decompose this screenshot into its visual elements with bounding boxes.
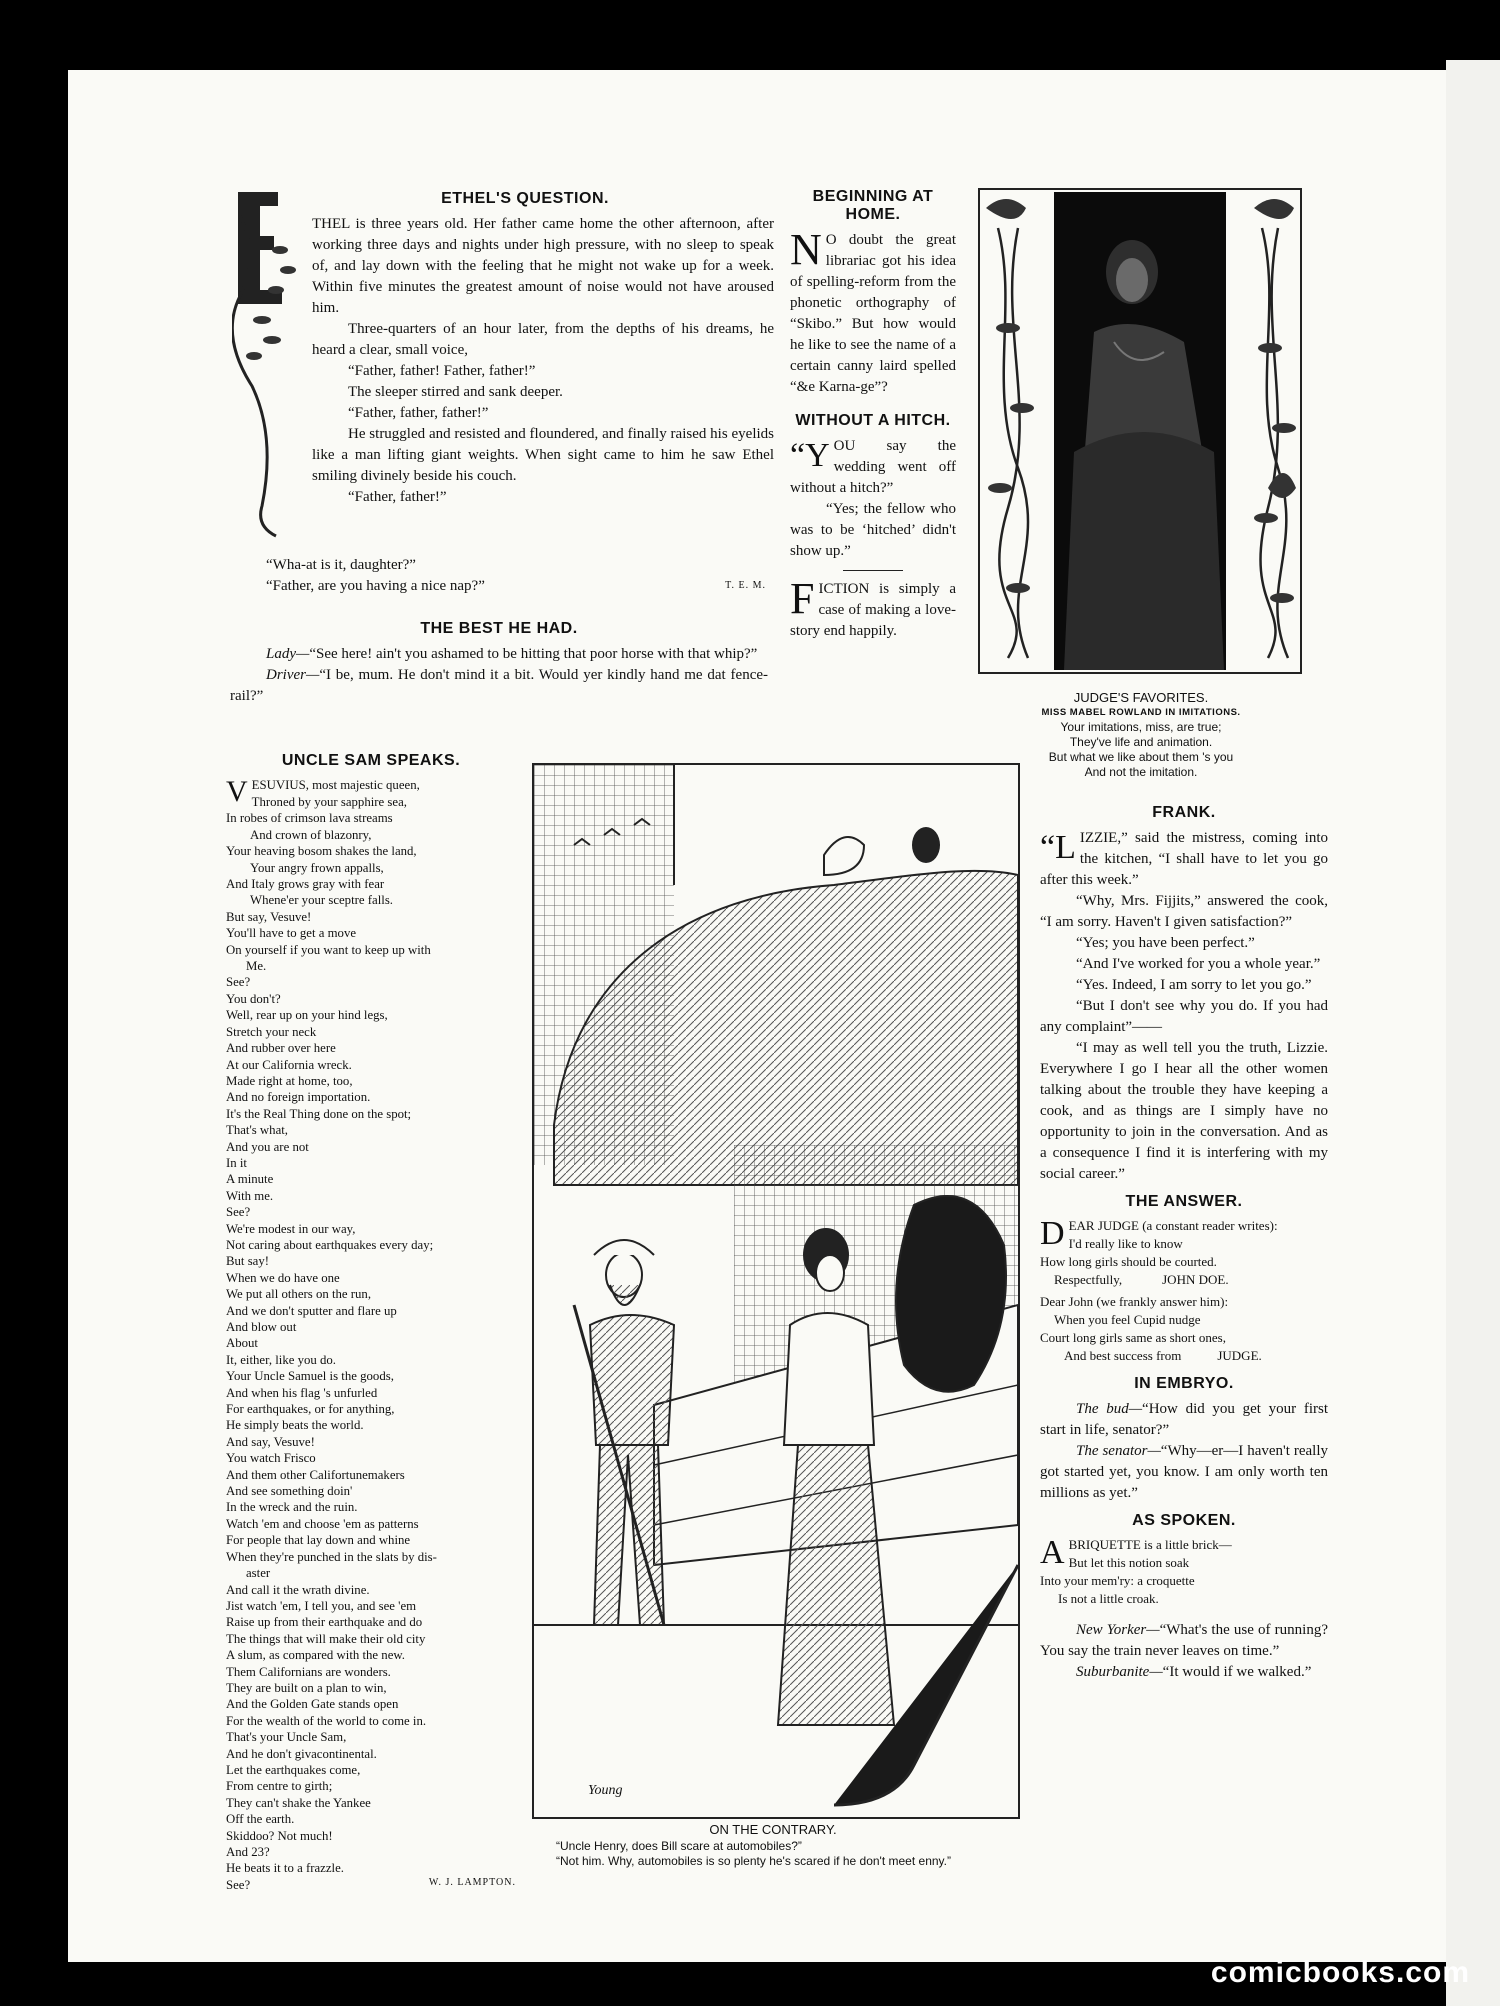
answer-line-6: When you feel Cupid nudge <box>1054 1312 1201 1327</box>
spoken-line-2: But let this notion soak <box>1068 1555 1190 1570</box>
lady-speaker: Lady— <box>266 646 310 662</box>
divider-rule <box>843 570 903 571</box>
poem-line: When they're punched in the slats by dis- <box>226 1549 437 1564</box>
poem-line: And call it the wrath divine. <box>226 1582 370 1597</box>
hitch-text: OU say the wedding went off without a hitch?” <box>790 438 956 496</box>
poem-line: On yourself if you want to keep up with <box>226 942 431 957</box>
poem-line: ESUVIUS, most majestic queen, <box>251 778 420 792</box>
poem-line: Not caring about earthquakes every day; <box>226 1237 434 1252</box>
poem-line: Jist watch 'em, I tell you, and see 'em <box>226 1598 417 1613</box>
poem-line: In it <box>226 1155 247 1170</box>
home-title: BEGINNING AT HOME. <box>812 188 934 223</box>
poem-line: They can't shake the Yankee <box>226 1795 371 1810</box>
poem-line: They are built on a plan to win, <box>226 1680 387 1695</box>
poem-line: Whene'er your sceptre falls. <box>250 893 394 908</box>
poem-line: Your Uncle Samuel is the goods, <box>226 1369 394 1384</box>
uncle-sam-article <box>226 752 516 1893</box>
cartoon-line-1: “Uncle Henry, does Bill scare at automobiles?” <box>556 1839 802 1853</box>
barn-scene <box>534 765 1018 1817</box>
ethel-line-1: “Father, father! Father, father!” <box>348 363 536 379</box>
portrait-photo <box>1054 192 1226 670</box>
poem-line: See? <box>226 975 251 990</box>
answer-line-5: Dear John (we frankly answer him): <box>1040 1294 1229 1309</box>
answer-line-3: How long girls should be courted. <box>1040 1254 1217 1269</box>
poem-line: Throned by your sapphire sea, <box>251 795 407 809</box>
adjacent-page-edge <box>1446 60 1500 2006</box>
ethel-para-1: THEL is three years old. Her father came home the other afternoon, after working three days and nights under high pressure, with no sleep to speak of, and lay down with the feeling that he might not wake up for a week. Within five minutes the greatest amount of noise would not have aroused him. <box>312 216 774 316</box>
ethel-line-6: “Father, are you having a nice nap?” <box>266 578 485 594</box>
poem-line: And rubber over here <box>226 1041 336 1056</box>
spoken-text-1: “What's the use of running? You say the train never leaves on time.” <box>1040 1622 1328 1659</box>
poem-line: It, either, like you do. <box>226 1352 337 1367</box>
right-column <box>1040 804 1328 1683</box>
frank-para-5: “Yes. Indeed, I am sorry to let you go.” <box>1076 977 1312 993</box>
cartoon-title: ON THE CONTRARY. <box>709 1822 837 1837</box>
frank-para-4: “And I've worked for you a whole year.” <box>1076 956 1321 972</box>
poem-line: Let the earthquakes come, <box>226 1762 361 1777</box>
home-dropcap: N <box>790 225 822 274</box>
ethel-para-3: He struggled and resisted and floundered, and finally raised his eyelids like a man lifting giant weights. When sight came to him he saw Ethel smiling divinely beside his couch. <box>312 426 774 484</box>
ethel-ending <box>266 555 774 597</box>
favorites-verse-2: They've life and animation. <box>1069 735 1213 749</box>
poem-line: But say! <box>226 1254 270 1269</box>
spoken-line-4: Is not a little croak. <box>1058 1591 1159 1606</box>
poem-line: And Italy grows gray with fear <box>226 877 385 892</box>
poem-line: In the wreck and the ruin. <box>226 1500 358 1515</box>
poem-line: Off the earth. <box>226 1812 295 1827</box>
frank-para-2: “Why, Mrs. Fijjits,” answered the cook, “I am sorry. Haven't I given satisfaction?” <box>1040 893 1328 930</box>
home-text: O doubt the great librariac got his idea of spelling-reform from the phonetic orthography of “Skibo.” But how would he like to see the name of a certain canny laird spelled “&e Karna-ge”? <box>790 232 956 395</box>
poem-line: About <box>226 1336 258 1351</box>
frank-para-1: IZZIE,” said the mistress, coming into the kitchen, “I shall have to let you go after this week.” <box>1040 830 1328 888</box>
best-he-had-title: THE BEST HE HAD. <box>420 620 578 637</box>
best-he-had-article <box>230 620 768 707</box>
ethel-title: ETHEL'S QUESTION. <box>441 190 609 207</box>
favorites-title: JUDGE'S FAVORITES. <box>1073 690 1209 705</box>
spoken-speaker-1: New Yorker— <box>1076 1622 1160 1638</box>
answer-line-4a: Respectfully, <box>1054 1272 1123 1287</box>
poem-line: You watch Frisco <box>226 1451 316 1466</box>
spoken-text-2: “It would if we walked.” <box>1162 1664 1312 1680</box>
frank-para-7: “I may as well tell you the truth, Lizzie. Everywhere I go I hear all the other women talking about the trouble they have keeping a cook, and as things are I simply have no opportunity to join in the conversation. And as a consequence I find it is interfering with my social career.” <box>1040 1040 1328 1182</box>
poem-line: And say, Vesuve! <box>226 1434 315 1449</box>
poem-line: From centre to girth; <box>226 1779 333 1794</box>
uncle-sam-title: UNCLE SAM SPEAKS. <box>281 752 461 769</box>
poem-line: And blow out <box>226 1320 297 1334</box>
ornamental-initial-e <box>232 190 306 540</box>
answer-line-2: I'd really like to know <box>1068 1236 1183 1251</box>
poem-line: In robes of crimson lava streams <box>226 811 393 826</box>
poem-line: Watch 'em and choose 'em as patterns <box>226 1516 419 1531</box>
poem-line: Well, rear up on your hind legs, <box>226 1008 388 1023</box>
uncle-sam-signature: W. J. LAMPTON. <box>428 1877 516 1889</box>
spoken-title: AS SPOKEN. <box>1132 1512 1236 1529</box>
cartoon-line-2: “Not him. Why, automobiles is so plenty he's scared if he don't meet enny.” <box>556 1854 951 1868</box>
fiction-dropcap: F <box>790 574 815 623</box>
frank-para-3: “Yes; you have been perfect.” <box>1076 935 1255 951</box>
favorites-verse-1: Your imitations, miss, are true; <box>1060 720 1222 734</box>
spoken-speaker-2: Suburbanite— <box>1076 1664 1163 1680</box>
poem-line: But say, Vesuve! <box>226 909 312 924</box>
embryo-text-2: “Why—er—I haven't really got started yet, you know. I am only worth ten millions as yet.” <box>1040 1443 1328 1501</box>
poem-line: aster <box>246 1566 271 1581</box>
driver-quote: “I be, mum. He don't mind it a bit. Would yer kindly hand me dat fence-rail?” <box>230 667 768 704</box>
poem-line: That's your Uncle Sam, <box>226 1730 347 1745</box>
embryo-title: IN EMBRYO. <box>1134 1375 1234 1392</box>
poem-line: And no foreign importation. <box>226 1090 371 1105</box>
artist-signature: Young <box>588 1783 623 1798</box>
hitch-title: WITHOUT A HITCH. <box>795 412 951 429</box>
poem-line: That's what, <box>226 1123 289 1138</box>
poem-line: And we don't sputter and flare up <box>226 1303 397 1318</box>
hitch-dropcap: “Y <box>790 437 830 474</box>
poem-line: At our California wreck. <box>226 1057 352 1072</box>
poem-line: For the wealth of the world to come in. <box>226 1713 427 1728</box>
poem-line: The things that will make their old city <box>226 1631 426 1646</box>
poem-line: And he don't givacontinental. <box>226 1746 377 1761</box>
spoken-line-3: Into your mem'ry: a croquette <box>1040 1573 1195 1588</box>
frank-para-6: “But I don't see why you do. If you had any complaint”—— <box>1040 998 1328 1035</box>
spoken-line-1: BRIQUETTE is a little brick— <box>1068 1537 1232 1552</box>
poem-line: Stretch your neck <box>226 1024 317 1039</box>
poem-line: For earthquakes, or for anything, <box>226 1402 395 1417</box>
embryo-speaker-1: The bud— <box>1076 1401 1143 1417</box>
poem-line: It's the Real Thing done on the spot; <box>226 1106 412 1121</box>
ethel-signature: T. E. M. <box>725 580 766 591</box>
answer-poem <box>1040 1217 1328 1365</box>
frank-title: FRANK. <box>1152 804 1216 821</box>
spoken-dropcap: A <box>1040 1534 1065 1571</box>
answer-line-7: Court long girls same as short ones, <box>1040 1330 1226 1345</box>
poem-line: He beats it to a frazzle. <box>226 1861 344 1876</box>
ethel-line-2: The sleeper stirred and sank deeper. <box>348 384 563 400</box>
poem-line: And 23? <box>226 1845 270 1859</box>
ethel-line-3: “Father, father, father!” <box>348 405 489 421</box>
favorites-caption <box>1010 690 1272 780</box>
middle-column <box>790 188 956 642</box>
ethel-line-4: “Father, father!” <box>348 489 447 505</box>
uncle-sam-poem <box>226 776 516 1893</box>
poem-line: See? <box>226 1877 251 1892</box>
poem-line: He simply beats the world. <box>226 1418 364 1433</box>
poem-line: You don't? <box>226 991 281 1006</box>
poem-line: Me. <box>246 959 267 974</box>
poem-line: Skiddoo? Not much! <box>226 1828 333 1843</box>
ethel-para-2: Three-quarters of an hour later, from the depths of his dreams, he heard a clear, small voice, <box>312 321 774 358</box>
hitch-reply: “Yes; the fellow who was to be ‘hitched’ didn't show up.” <box>790 501 956 559</box>
poem-line: Them Californians are wonders. <box>226 1664 391 1679</box>
answer-line-4b: JOHN DOE. <box>1162 1272 1229 1287</box>
lady-quote: “See here! ain't you ashamed to be hitting that poor horse with that whip?” <box>309 646 758 662</box>
frank-dropcap: “L <box>1040 829 1076 866</box>
cartoon-illustration <box>532 763 1020 1819</box>
poem-line: And see something doin' <box>226 1484 353 1499</box>
poem-line: We put all others on the run, <box>226 1287 372 1302</box>
driver-speaker: Driver— <box>266 667 320 683</box>
poem-line: And the Golden Gate stands open <box>226 1697 399 1712</box>
poem-line: And crown of blazonry, <box>250 827 372 842</box>
ethel-article <box>236 190 774 540</box>
poem-line: See? <box>226 1205 251 1220</box>
portrait-panel <box>978 188 1302 674</box>
poem-line: A slum, as compared with the new. <box>226 1648 405 1663</box>
embryo-text-1: “How did you get your first start in life, senator?” <box>1040 1401 1328 1438</box>
site-watermark: comicbooks.com <box>1210 1956 1470 1989</box>
poem-line: For people that lay down and whine <box>226 1533 411 1548</box>
poem-line: Your angry frown appalls, <box>250 860 384 875</box>
answer-line-8a: And best success from <box>1064 1348 1182 1363</box>
ethel-line-5: “Wha-at is it, daughter?” <box>266 557 416 573</box>
answer-line-8b: JUDGE. <box>1217 1348 1262 1363</box>
poem-line: With me. <box>226 1188 274 1203</box>
poem-line: And when his flag 's unfurled <box>226 1385 378 1400</box>
answer-title: THE ANSWER. <box>1125 1193 1243 1210</box>
poem-line: We're modest in our way, <box>226 1221 356 1236</box>
embryo-speaker-2: The senator— <box>1076 1443 1161 1459</box>
poem-line: And them other Califortunemakers <box>226 1467 405 1482</box>
answer-dropcap: D <box>1040 1215 1065 1252</box>
woman-portrait <box>1054 192 1226 670</box>
answer-line-1: EAR JUDGE (a constant reader writes): <box>1068 1218 1278 1233</box>
cartoon-caption <box>526 1822 1020 1869</box>
favorites-verse-3: But what we like about them 's you <box>1048 750 1234 764</box>
poem-line: And you are not <box>226 1139 309 1154</box>
poem-line: You'll have to get a move <box>226 926 357 941</box>
favorites-verse-4: And not the imitation. <box>1084 765 1198 779</box>
favorites-subtitle: MISS MABEL ROWLAND IN IMITATIONS. <box>1041 707 1241 718</box>
poem-line: Raise up from their earthquake and do <box>226 1615 423 1630</box>
poem-line: A minute <box>226 1172 274 1187</box>
poem-line: Made right at home, too, <box>226 1073 353 1088</box>
poem-line: Your heaving bosom shakes the land, <box>226 844 417 859</box>
poem-line: When we do have one <box>226 1270 340 1285</box>
spoken-poem <box>1040 1536 1328 1608</box>
uncle-sam-dropcap: V <box>226 775 248 808</box>
fiction-text: ICTION is simply a case of making a love-story end happily. <box>790 581 956 639</box>
